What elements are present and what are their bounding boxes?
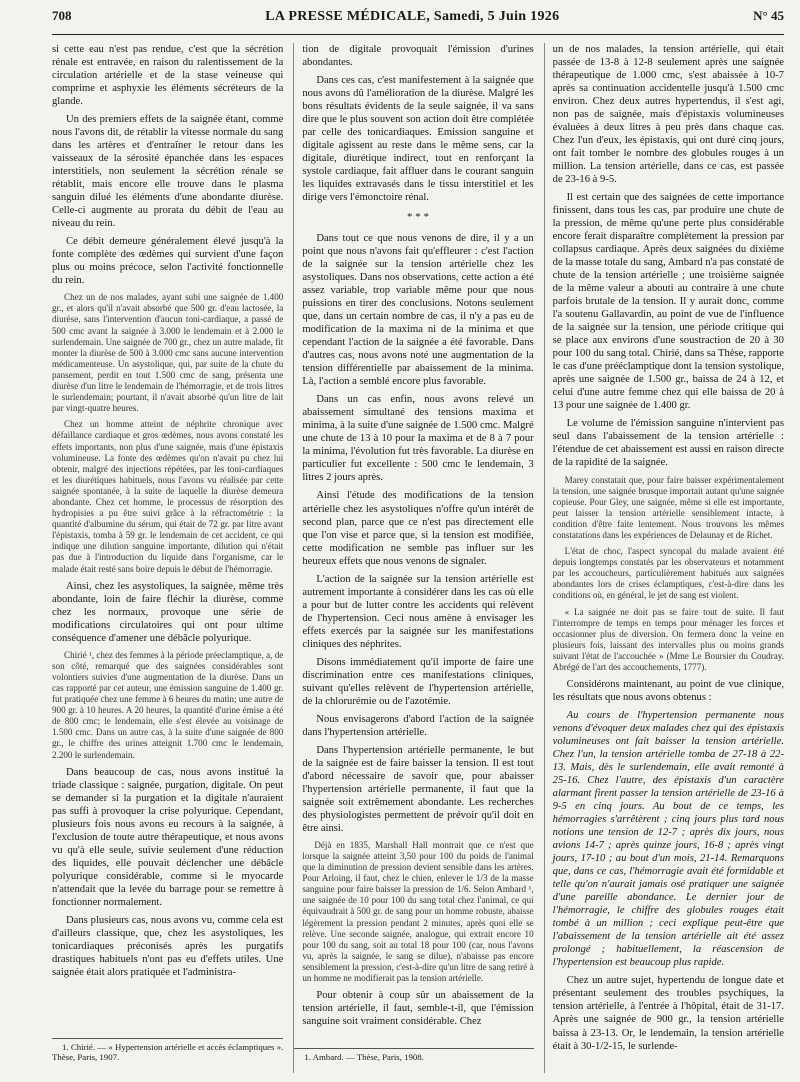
paragraph: Ce débit demeure généralement élevé jusqu'à la fonte complète des œdèmes qui survient d'une façon plus ou moins précoce, selon l'activité fonctionnelle du rein.	[52, 236, 284, 287]
paragraph: Dans beaucoup de cas, nous avons institué la triade classique : saignée, purgation, digitale. On peut se demander si la purgation et la digitale n'auraient pas suffi à provoquer la crise polyurique. Cependant, plusieurs fois nous avons eu recours à la saignée, à l'exclusion de toute autre thérapeutique, et nous avons vu qu'à elle seule, suivie seulement d'une réduction des liquides, elle pouvait déclencher une débâcle polyurique considérable, comme si le myocarde n'attendait que la levée du barrage pour se remettre à fonctionner normalement.	[52, 766, 284, 908]
paragraph: Au cours de l'hypertension permanente nous venons d'évoquer deux malades chez qui des épistaxis volumineuses ont fait baisser la tension artérielle. Chez l'un, la tension artérielle tomba de 27-18 à 22-13. Mais, dès le surlendemain, elle avait remonté à 25-16. Chez l'autre, des épistaxis d'un caractère alarmant firent passer la tension artérielle de 23-16 à 9-5 en cinq jours. Au bout de ce temps, les hémorragies s'arrêtèrent ; cinq jours plus tard nous notions une tension de 12-7 ; après dix jours, nous avions 14-7 ; après quinze jours, 16-8 ; après vingt jours, 17-10 ; au bout d'un mois, 21-14. Remarquons que, dans ce cas, l'hémorragie avait été formidable et telle qu'on n'aurait jamais osé pratiquer une saignée d'une pareille abondance. Le dernier jour de l'hémorragie, le chiffre des globules rouges était tombé à un million ; ceci explique peut-être que l'abaissement de la tension artérielle ait été assez prolongé ; habituellement, la réascension de l'hypertension est beaucoup plus rapide.	[552, 710, 784, 969]
paragraph: si cette eau n'est pas rendue, c'est que la sécrétion rénale est entravée, en raison du ralentissement de la circulation artérielle et de la stase veineuse qui comprime et asphyxie les éléments sécréteurs de la glande.	[52, 44, 284, 108]
article-columns	[52, 43, 784, 1073]
paragraph: un de nos malades, la tension artérielle, qui était passée de 13-8 à 12-8 seulement après une saignée thérapeutique de 1.000 cmc, s'est abaissée à 10-7 après sa continuation accidentelle jusqu'à 1.500 cmc environ. Chez deux autres hypertendus, il s'est agi, non pas de saignée, mais d'épistaxis volumineuses évaluées à deux litres à peu près dans chaque cas. Chez l'un d'eux, les épistaxis, qui ont duré cinq jours, ont fait tomber le nombre des globules rouges à un million. La tension artérielle, dans ce cas, est passée de 23-16 à 9-5.	[552, 44, 784, 186]
column-1	[52, 43, 283, 1073]
paragraph: Dans tout ce que nous venons de dire, il y a un point que nous n'avons fait qu'effleurer : c'est l'action de la saignée sur la tension artérielle chez les asystoliques. Dans nos observations, cette action a été assez variable, trop variable même pour que nous puissions en tirer des conclusions. Notons seulement que, dans un certain nombre de cas, il n'y a pas eu de modification de la maxima ni de la minima et que cependant l'action de la saignée a été favorable. Dans d'autres cas, nous avons noté une augmentation de la tension différentielle par abaissement de la minima. Là, l'action a semblé encore plus favorable.	[302, 233, 534, 388]
journal-name: LA PRESSE MÉDICALE,	[265, 9, 431, 24]
page-header	[52, 8, 784, 35]
journal-title	[265, 9, 559, 25]
paragraph: L'action de la saignée sur la tension artérielle est autrement importante à considérer dans les cas où elle a pour but de lutter contre les accidents qui relèvent de l'hypertension. Ceci nous amène à envisager les effets exercés par la saignée sur les manifestations cliniques des néphrites.	[302, 573, 534, 650]
footnote-text: 1. Chirié. — « Hypertension artérielle et accès éclamptiques ». Thèse, Paris, 1907.	[52, 1041, 284, 1063]
case-note: Chirié ¹, chez des femmes à la période préeclamptique, a, de son côté, remarqué que des saignées considérables sont volontiers suivies d'une augmentation de la diurèse. Dans un cas rapporté par cet auteur, une émission sanguine de 1.400 gr. fut pratiquée chez une femme à 6 heures du matin; une autre de 900 gr. à 10 heures. A 20 heures, la quantité d'urine émise a été de 800 cmc; le lendemain, elle s'est élevée au voisinage de 1.500 cmc. Dans un autre cas, à la suite d'une saignée de 800 gr., le chiffre des urines atteignit 1.700 cmc le lendemain, 2.200 le surlendemain.	[52, 649, 284, 760]
paragraph: Dans ces cas, c'est manifestement à la saignée que nous avons dû l'amélioration de la diurèse. Malgré les bons résultats évidents de la seule saignée, il va sans dire que le plus souvent son action doit être complétée par celle des tonicardiaques. Emission sanguine et digitale agissent au reste dans le même sens, car la digitale, diurétique indirect, tout en renforçant la systole cardiaque, fait affluer dans le courant sanguin les liquides extravasés dans le tissu interstitiel et les dirige vers l'émonctoire rénal.	[302, 75, 534, 204]
paragraph: Le volume de l'émission sanguine n'intervient pas seul dans l'abaissement de la tension artérielle : l'étendue de cet abaissement est aussi en raison directe de la rapidité de la saignée.	[552, 418, 784, 469]
paragraph: Chez un autre sujet, hypertendu de longue date et présentant seulement des troubles psychiques, la tension artérielle, à l'entrée à l'hôpital, était de 31-17. Après une saignée de 900 gr., la tension artérielle baissa à 23-13. Or, le lendemain, la tension artérielle était à 30-1/2-15, le surlende-	[552, 975, 784, 1052]
case-note: « La saignée ne doit pas se faire tout de suite. Il faut l'interrompre de temps en temps pour ménager les forces et occasionner plus de diversion. On fermera donc la veine en plusieurs fois, laissant des intervalles plus ou moins grands suivant l'état de l'accouchée » (Mme Le Boursier du Coudray. Abrégé de l'art des accouchements, 1777).	[552, 606, 784, 672]
case-note: Déjà en 1835, Marshall Hall montrait que ce n'est que lorsque la saignée atteint 3,50 pour 100 du poids de l'animal que la diminution de pression devient sensible dans les artères. Pour Arloing, il faut, chez le chien, enlever le 1/3 de la masse sanguine pour faire baisser la pression de 1/6. Selon Ambard ¹, une saignée de 10 pour 100 du sang total chez l'animal, ce qui équivaudrait à 500 gr. de sang pour un homme robuste, abaisse légèrement la pression pendant 2 minutes, après quoi elle se relève. Une seconde saignée, analogue, qui extrait encore 10 pour 100 du sang, soit au total 18 pour 100 (car, nous l'avons vu, après la saignée, le sang se dilue), n'abaisse pas encore sensiblement la pression, c'est-à-dire qu'un litre de sang retiré à un homme ne modifierait pas la tension artérielle.	[302, 839, 534, 983]
issue-date: Samedi, 5 Juin 1926	[433, 9, 560, 24]
paragraph: Ainsi l'étude des modifications de la tension artérielle chez les asystoliques n'offre qu'un intérêt de second plan, parce que ce n'est pas directement elle que l'on vise et parce que, si la tension est modifiée, cette modification ne semble pas influer sur les heureux effets que nous venons de signaler.	[302, 490, 534, 567]
case-note: Marey constatait que, pour faire baisser expérimentalement la tension, une saignée brusque importait autant qu'une saignée copieuse. Pour Gley, une saignée, même si elle est importante, peut laisser la tension artérielle sensiblement intacte, à condition d'être faite lentement. Nous trouvons les mêmes constatations dans les expériences de Delaunay et de Richet.	[552, 474, 784, 540]
paragraph: Dans plusieurs cas, nous avons vu, comme cela est d'ailleurs classique, que, chez les asystoliques, les tonicardiaques préconisés après les purgatifs drastiques habituels n'ont pas eu d'effets utiles. Une saignée était alors pratiquée et l'administra-	[52, 914, 284, 978]
issue-number: N° 45	[753, 8, 784, 23]
paragraph: tion de digitale provoquait l'émission d'urines abondantes.	[302, 44, 534, 69]
column-3	[544, 43, 784, 1073]
paragraph: Dans l'hypertension artérielle permanente, le but de la saignée est de faire baisser la tension. Il est tout d'abord nécessaire de savoir que, pour abaisser l'hypertension artérielle permanente, il faut que la saignée soit extrêmement abondante. Les recherches des physiologistes permettent de prévoir qu'il doit en être ainsi.	[302, 744, 534, 834]
paragraph: Il est certain que des saignées de cette importance finissent, dans tous les cas, par produire une chute de la pression, de même qu'une perte plus considérable encore ferait disparaître complètement la pression par collapsus cardiaque. Après deux saignées du dixième de la masse totale du sang, Ambard n'a pas constaté de chute de la tension artérielle ; une troisième saignée de la même valeur a abouti au contraire à une chute parfois brutale de la tension. Il y aurait donc, comme l'a soutenu Gallavardin, au point de vue de l'influence de la saignée sur la tension, une période critique qui se place aux environs d'une soustraction de 20 à 30 pour 100 du sang total. Chirié, dans sa Thèse, rapporte le cas d'une prééclamptique dont la tension systolique, après une saignée de 1.500 gr., baissa de 24 à 12, et celui d'une autre femme chez qui elle baissa de 20 à 13 pour une saignée de 1.400 gr.	[552, 192, 784, 412]
paragraph: Considérons maintenant, au point de vue clinique, les résultats que nous avons obtenus :	[552, 679, 784, 704]
page-number: 708	[52, 8, 72, 23]
paragraph: Ainsi, chez les asystoliques, la saignée, même très abondante, loin de faire fléchir la diurèse, comme chez les normaux, provoque une série de modifications circulatoires qui ont pour ultime conséquence d'amener une débâcle polyurique.	[52, 580, 284, 644]
case-note: L'état de choc, l'aspect syncopal du malade avaient été depuis longtemps constatés par les observateurs et notamment par les accoucheurs, particulièrement habitués aux saignées abondantes lors de crises éclamptiques, c'est-à-dire dans les conditions où, en général, le jet de sang est violent.	[552, 546, 784, 601]
paragraph: Pour obtenir à coup sûr un abaissement de la tension artérielle, il faut, semble-t-il, que l'émission sanguine soit vraiment considérable. Chez	[302, 990, 534, 1028]
footnote	[294, 1048, 533, 1063]
paragraph: Nous envisagerons d'abord l'action de la saignée dans l'hypertension artérielle.	[302, 713, 534, 738]
paragraph: Un des premiers effets de la saignée étant, comme nous l'avons dit, de rétablir la vitesse normale du sang dans les artères et d'entraîner le retour dans les vaisseaux de la sérosité épanchée dans les espaces interstitiels, non seulement la sécrétion rénale se rétablit, mais encore elle trouve dans le plasma sanguin dilué les éléments d'une abondante diurèse. Celle-ci augmente au prorata du débit de l'eau au niveau du rein.	[52, 114, 284, 230]
paragraph: Dans un cas enfin, nous avons relevé un abaissement simultané des tensions maxima et minima, à la suite d'une saignée de 1.500 cmc. Malgré une chute de 13 à 10 pour la maxima et de 8 à 7 pour la minima, l'évolution fut très favorable. La diurèse en particulier fut excellente : 500 cmc le lendemain, 3 litres 2 jours après.	[302, 394, 534, 484]
column-2	[293, 43, 533, 1073]
footnote-text: 1. Ambard. — Thèse, Paris, 1908.	[304, 1052, 424, 1063]
footnote	[52, 1038, 283, 1063]
section-separator: * * *	[406, 211, 429, 224]
case-note: Chez un de nos malades, ayant subi une saignée de 1.400 gr., et alors qu'il n'avait absorbé que 500 gr. d'eau lactosée, la diurèse, sans l'intervention d'aucun toni-cardiaque, a passé de 500 cmc avant la saignée à 3.000 le lendemain et à 2.000 le surlendemain. Une saignée de 700 gr., chez un autre malade, fit monter la diurèse de 500 à 3.000 cmc sans aucune intervention médicamenteuse. Un asystolique, qui, par suite de la chute du pansement, perdit en tout 1.500 cmc de sang, présenta une diurèse d'un litre le lendemain de l'hémorragie, et de trois litres le surlendemain; pourtant, il n'avait absorbé qu'un litre de lait par vingt-quatre heures.	[52, 292, 284, 414]
case-note: Chez un homme atteint de néphrite chronique avec défaillance cardiaque et gros œdèmes, nous avons constaté les effets importants, non plus d'une saignée, mais d'une épistaxis volumineuse. La fonte des œdèmes qu'on n'avait pu chez lui obtenir, malgré des injections répétées, par les toni-cardiaques et les diurétiques habituels, nous l'avons vu réalisée par cette saignée spontanée, à la suite de laquelle la diurèse demeura abondante. Chez cet homme, le processus de résorption des hydropisies a pu être suivi grâce à la réfractométrie : la quantité d'albumine du sérum, qui était de 72 gr. par litre avant l'épistaxis, tomba à 59 gr. le lendemain de cet accident, ce qui indique une dilution sanguine importante, dilution qui n'était pas due à l'introduction du liquide dans l'organisme, car le malade était resté sans boire depuis le début de l'hémorragie.	[52, 419, 284, 574]
paragraph: Disons immédiatement qu'il importe de faire une discrimination entre ces manifestations cliniques, suivant qu'elles relèvent de l'hypertension artérielle, de la chlorurémie ou de l'azotémie.	[302, 656, 534, 707]
